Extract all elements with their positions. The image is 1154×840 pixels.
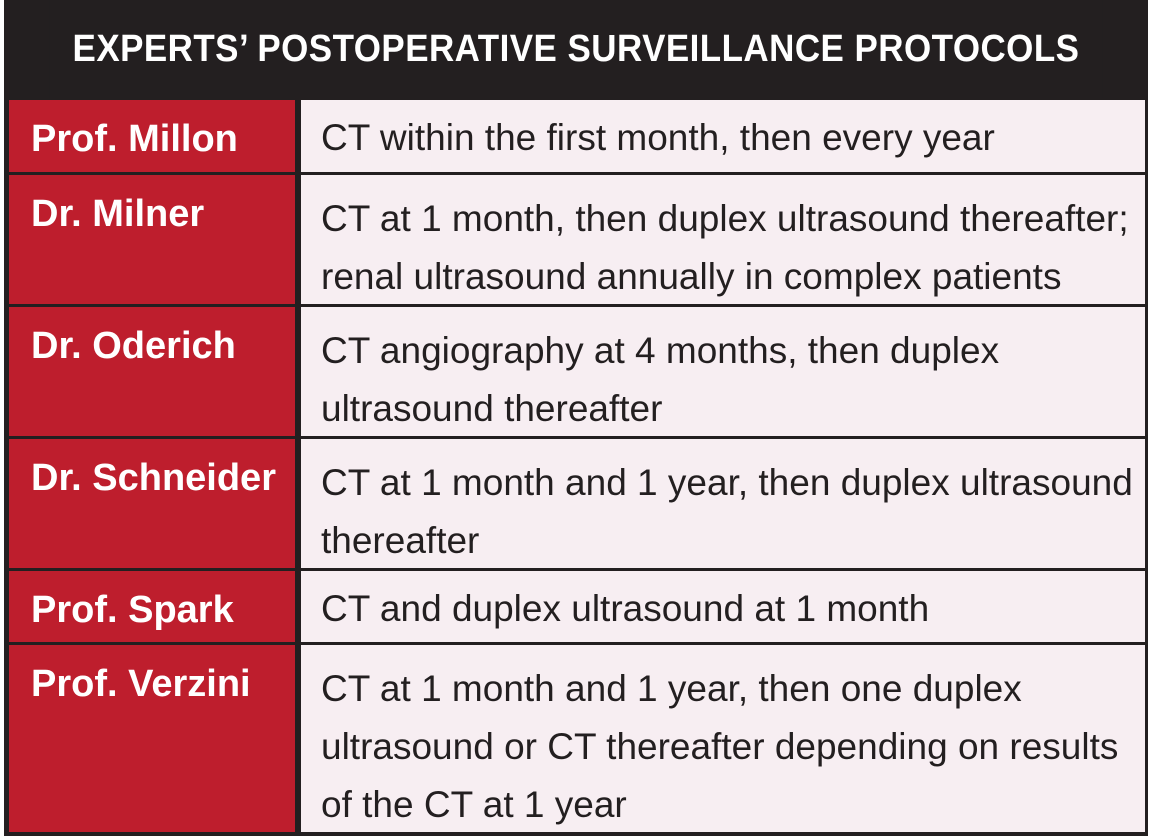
protocol-text: CT at 1 month and 1 year, then duplex ultrasound thereafter <box>301 439 1145 568</box>
expert-name: Prof. Spark <box>9 571 295 642</box>
table-row <box>9 307 1145 436</box>
table-row <box>9 439 1145 568</box>
table-title: EXPERTS’ POSTOPERATIVE SURVEILLANCE PROTOCOLS <box>50 0 1102 98</box>
protocol-text: CT at 1 month and 1 year, then one duplex ultrasound or CT thereafter depending on results of the CT at 1 year <box>301 645 1145 832</box>
table-row <box>9 175 1145 304</box>
expert-name: Dr. Milner <box>9 175 295 304</box>
protocol-text: CT at 1 month, then duplex ultrasound thereafter; renal ultrasound annually in complex patients <box>301 175 1145 304</box>
expert-name: Prof. Millon <box>9 100 295 172</box>
protocols-table <box>4 0 1148 836</box>
protocol-text: CT within the first month, then every year <box>301 100 1145 172</box>
expert-name: Prof. Verzini <box>9 645 295 832</box>
table-row <box>9 100 1145 172</box>
expert-name: Dr. Oderich <box>9 307 295 436</box>
table-row <box>9 571 1145 642</box>
protocol-text: CT angiography at 4 months, then duplex ultrasound thereafter <box>301 307 1145 436</box>
table-row <box>9 645 1145 832</box>
expert-name: Dr. Schneider <box>9 439 295 568</box>
protocol-text: CT and duplex ultrasound at 1 month <box>301 571 1145 642</box>
